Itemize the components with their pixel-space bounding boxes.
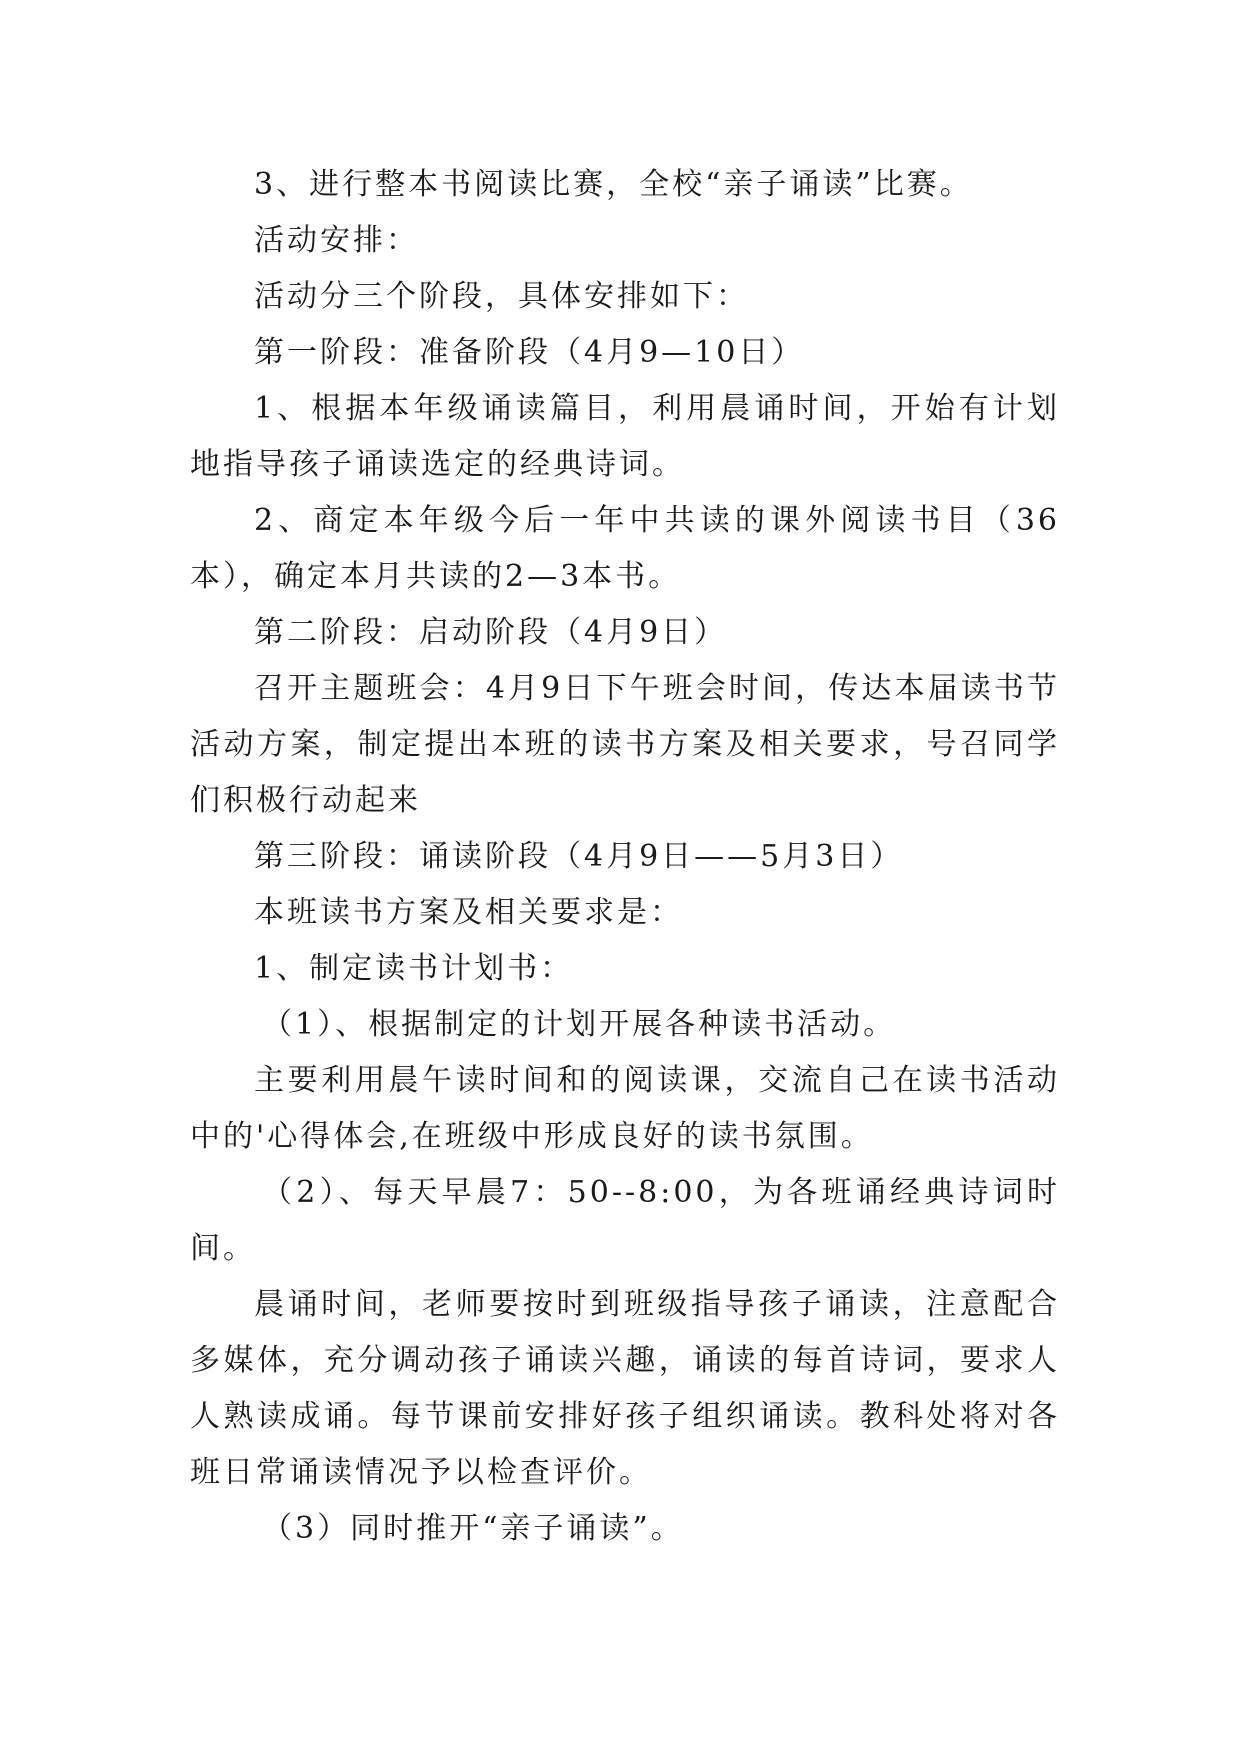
paragraph-stage-one-item-1: 1、根据本年级诵读篇目，利用晨诵时间，开始有计划地指导孩子诵读选定的经典诗词。 — [190, 391, 1060, 482]
paragraph-morning-reading: 主要利用晨午读时间和的阅读课，交流自己在读书活动中的'心得体会,在班级中形成良好的读书氛围。 — [190, 1063, 1060, 1154]
paragraph-class-meeting: 召开主题班会：4月9日下午班会时间，传达本届读书节活动方案，制定提出本班的读书方案及相关要求，号召同学们积极行动起来 — [190, 671, 1060, 818]
paragraph-morning-recitation: 晨诵时间，老师要按时到班级指导孩子诵读，注意配合多媒体，充分调动孩子诵读兴趣，诵读的每首诗词，要求人人熟读成诵。每节课前安排好孩子组织诵读。教科处将对各班日常诵读情况予以检查评价。 — [190, 1287, 1060, 1490]
paragraph-three-stages: 活动分三个阶段，具体安排如下： — [254, 279, 749, 314]
paragraph-activity-heading: 活动安排： — [254, 223, 419, 258]
paragraph-reading-plan: 1、制定读书计划书： — [254, 951, 574, 986]
paragraph-plan-item-2: （2）、每天早晨7：50--8:00，为各班诵经典诗词时间。 — [190, 1175, 1060, 1266]
paragraph-stage-one-item-2: 2、商定本年级今后一年中共读的课外阅读书目（36本），确定本月共读的2—3本书。 — [190, 503, 1060, 594]
paragraph-stage-three: 第三阶段：诵读阶段（4月9日——5月3日） — [254, 839, 904, 874]
paragraph-plan-item-3: （3）同时推开“亲子诵读”。 — [262, 1511, 684, 1546]
paragraph-plan-item-1: （1）、根据制定的计划开展各种读书活动。 — [262, 1007, 897, 1042]
paragraph-requirements: 本班读书方案及相关要求是： — [254, 895, 683, 930]
paragraph-competition: 3、进行整本书阅读比赛，全校“亲子诵读”比赛。 — [254, 167, 973, 202]
paragraph-stage-one: 第一阶段：准备阶段（4月9—10日） — [254, 335, 805, 370]
paragraph-stage-two: 第二阶段：启动阶段（4月9日） — [254, 615, 728, 650]
document-body — [190, 157, 1060, 1557]
